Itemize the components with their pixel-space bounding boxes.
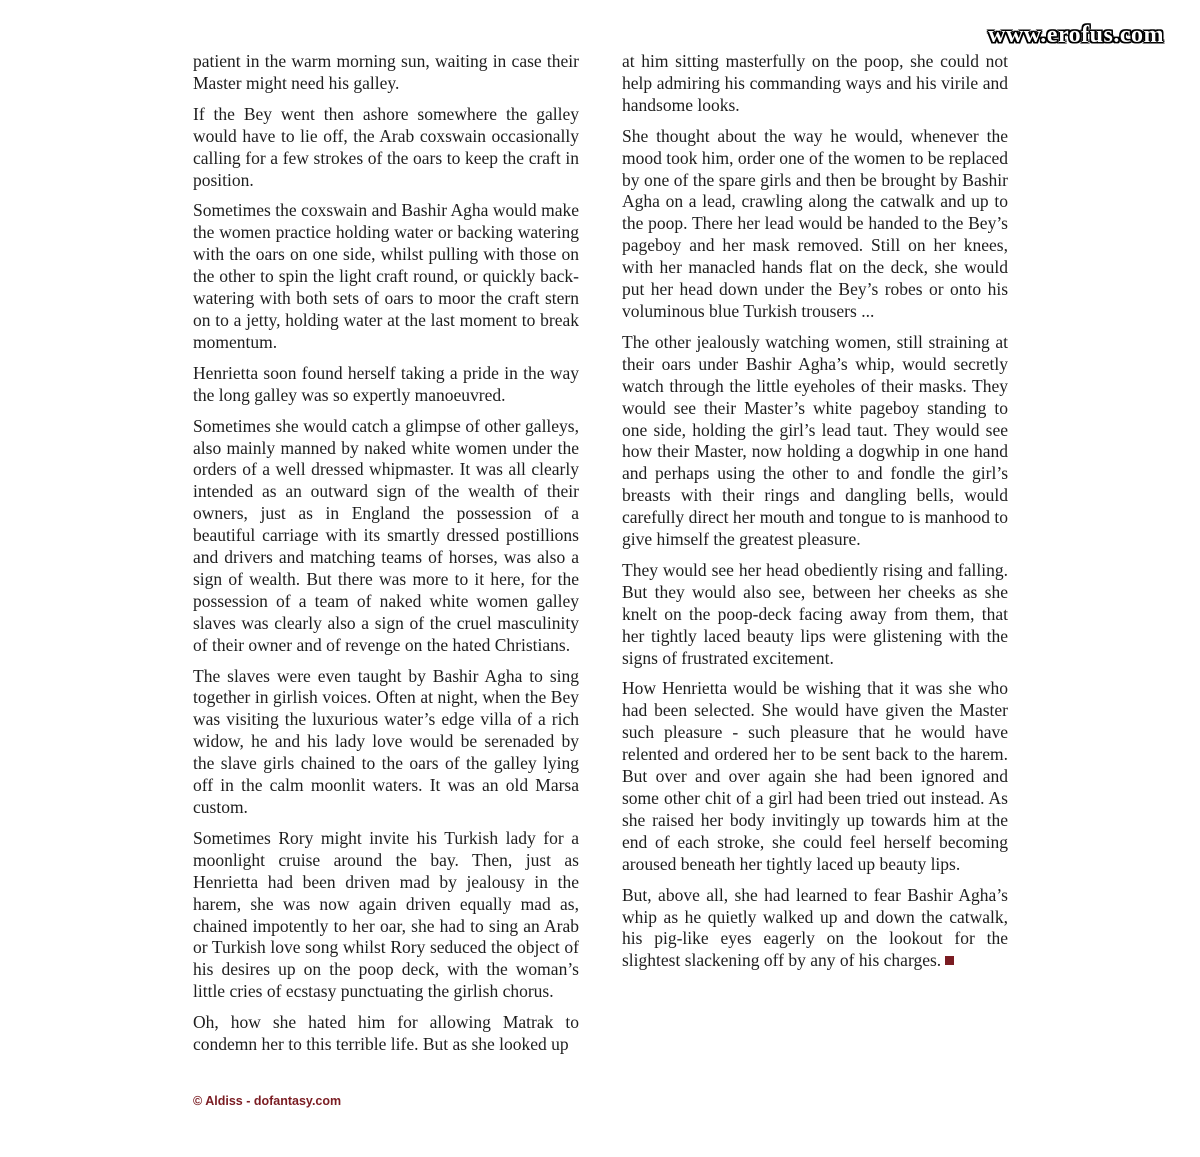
paragraph-last — [622, 885, 1008, 973]
paragraph: Sometimes Rory might invite his Turkish lady for a moonlight cruise around the bay. Then, just as Henrietta had been driven mad by jealousy in the harem, she was now again driven equally mad as, chained impotently to her oar, she had to sing an Arab or Turkish love song whilst Rory seduced the object of his desires up on the poop deck, with the woman’s little cries of ecstasy punctuating the girlish chorus. — [193, 827, 579, 1002]
paragraph: They would see her head obediently rising and falling. But they would also see, between her cheeks as she knelt on the poop-deck facing away from them, that her tightly laced beauty lips were glistening with the signs of frustrated excitement. — [622, 559, 1008, 668]
paragraph: Henrietta soon found herself taking a pride in the way the long galley was so expertly manoeuvred. — [193, 362, 579, 405]
paragraph: The other jealously watching women, still straining at their oars under Bashir Agha’s whip, would secretly watch through the little eyeholes of their masks. They would see their Master’s white pageboy standing to one side, holding the girl’s lead taut. They would see how their Master, now holding a dogwhip in one hand and perhaps using the other to and fondle the girl’s breasts with their rings and dangling bells, would carefully direct her mouth and tongue to is manhood to give himself the greatest pleasure. — [622, 331, 1008, 550]
paragraph: She thought about the way he would, whenever the mood took him, order one of the women to be replaced by one of the spare girls and then be brought by Bashir Agha on a lead, crawling along the catwalk and up to the poop. There her lead would be handed to the Bey’s pageboy and her mask removed. Still on her knees, with her manacled hands flat on the deck, she would put her head down under the Bey’s robes or onto his voluminous blue Turkish trousers ... — [622, 125, 1008, 321]
paragraph: at him sitting masterfully on the poop, she could not help admiring his commanding ways and his virile and handsome looks. — [622, 51, 1008, 115]
paragraph-text: But, above all, she had learned to fear Bashir Agha’s whip as he quietly walked up and down the catwalk, his pig-like eyes eagerly on the lookout for the slightest slackening off by any of his charges. — [622, 884, 1008, 971]
right-text-column — [622, 51, 1008, 981]
paragraph: The slaves were even taught by Bashir Agha to sing together in girlish voices. Often at night, when the Bey was visiting the luxurious water’s edge villa of a rich widow, he and his lady love would be serenaded by the slave girls chained to the oars of the galley lying off in the calm moonlit waters. It was an old Marsa custom. — [193, 665, 579, 817]
paragraph: How Henrietta would be wishing that it was she who had been selected. She would have given the Master such pleasure - such pleasure that he would have relented and ordered her to be sent back to the harem. But over and over again she had been ignored and some other chit of a girl had been tried out instead. As she raised her body invitingly up towards him at the end of each stroke, she could feel herself becoming aroused beneath her tightly laced up beauty lips. — [622, 678, 1008, 874]
paragraph: Oh, how she hated him for allowing Matrak to condemn her to this terrible life. But as she looked up — [193, 1012, 579, 1055]
site-watermark: www.erofus.com — [988, 22, 1164, 48]
end-of-story-icon — [945, 956, 954, 965]
paragraph: patient in the warm morning sun, waiting in case their Master might need his galley. — [193, 51, 579, 93]
paragraph: If the Bey went then ashore somewhere the galley would have to lie off, the Arab coxswain occasionally calling for a few strokes of the oars to keep the craft in position. — [193, 103, 579, 190]
paragraph: Sometimes she would catch a glimpse of other galleys, also mainly manned by naked white women under the orders of a well dressed whipmaster. It was all clearly intended as an outward sign of the wealth of their owners, just as in England the possession of a beautiful carriage with its smartly dressed postillions and drivers and matching teams of horses, was also a sign of wealth. But there was more to it here, for the possession of a team of naked white women galley slaves was clearly also a sign of the cruel masculinity of their owner and of revenge on the hated Christians. — [193, 415, 579, 655]
left-text-column — [193, 51, 579, 1065]
paragraph: Sometimes the coxswain and Bashir Agha would make the women practice holding water or backing watering with the oars on one side, whilst pulling with those on the other to spin the light craft round, or quickly back-watering with both sets of oars to moor the craft stern on to a jetty, holding water at the last moment to break momentum. — [193, 200, 579, 352]
copyright-footer: © Aldiss - dofantasy.com — [193, 1094, 342, 1108]
